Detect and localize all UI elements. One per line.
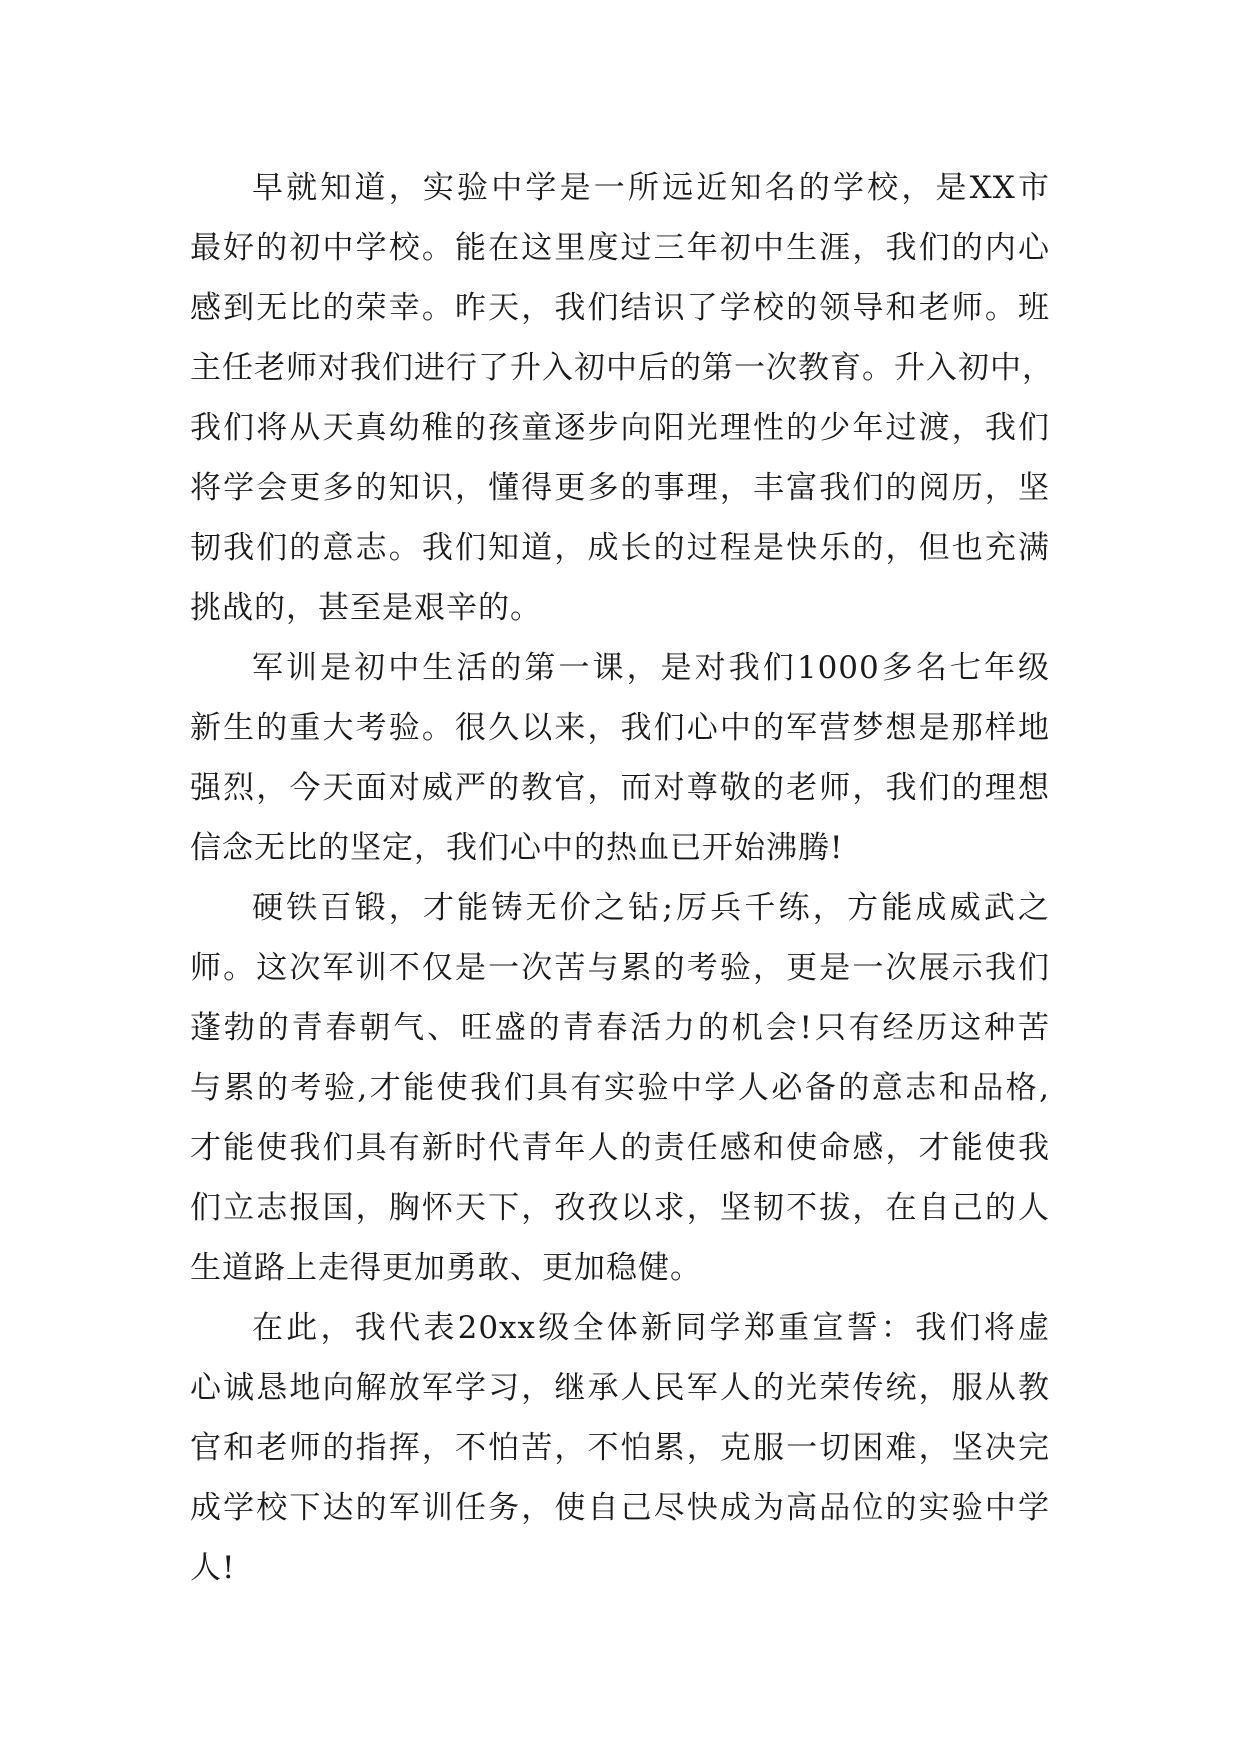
text-line: 官和老师的指挥，不怕苦，不怕累，克服一切困难，坚决完 [190,1430,1050,1466]
text-line: 强烈，今天面对威严的教官，而对尊敬的老师，我们的理想 [190,770,1050,806]
text-line: 师。这次军训不仅是一次苦与累的考验，更是一次展示我们 [190,950,1050,986]
text-line: 韧我们的意志。我们知道，成长的过程是快乐的，但也充满 [190,530,1050,566]
text-line: 新生的重大考验。很久以来，我们心中的军营梦想是那样地 [190,710,1050,746]
text-line: 早就知道，实验中学是一所远近知名的学校，是XX市 [252,170,1050,206]
text-line: 最好的初中学校。能在这里度过三年初中生涯，我们的内心 [190,230,1050,266]
text-line: 感到无比的荣幸。昨天，我们结识了学校的领导和老师。班 [190,290,1050,326]
text-line: 人! [190,1550,236,1586]
text-line: 将学会更多的知识，懂得更多的事理，丰富我们的阅历，坚 [190,470,1050,506]
text-line: 蓬勃的青春朝气、旺盛的青春活力的机会!只有经历这种苦 [190,1010,1050,1046]
text-line: 我们将从天真幼稚的孩童逐步向阳光理性的少年过渡，我们 [190,410,1050,446]
text-line: 才能使我们具有新时代青年人的责任感和使命感，才能使我 [190,1130,1050,1166]
document-body [190,158,1054,1598]
text-line: 在此，我代表20xx级全体新同学郑重宣誓：我们将虚 [252,1310,1050,1346]
text-line: 成学校下达的军训任务，使自己尽快成为高品位的实验中学 [190,1490,1050,1526]
text-line: 与累的考验,才能使我们具有实验中学人必备的意志和品格, [190,1070,1050,1106]
text-line: 心诚恳地向解放军学习，继承人民军人的光荣传统，服从教 [190,1370,1050,1406]
text-line: 们立志报国，胸怀天下，孜孜以求，坚韧不拔，在自己的人 [190,1190,1050,1226]
text-line: 主任老师对我们进行了升入初中后的第一次教育。升入初中， [190,350,1054,386]
text-line: 生道路上走得更加勇敢、更加稳健。 [190,1250,702,1286]
text-line: 硬铁百锻，才能铸无价之钻;厉兵千练，方能成威武之 [252,890,1050,926]
text-line: 挑战的，甚至是艰辛的。 [190,590,542,626]
text-line: 信念无比的坚定，我们心中的热血已开始沸腾! [190,830,844,866]
text-line: 军训是初中生活的第一课，是对我们1000多名七年级 [252,650,1050,686]
